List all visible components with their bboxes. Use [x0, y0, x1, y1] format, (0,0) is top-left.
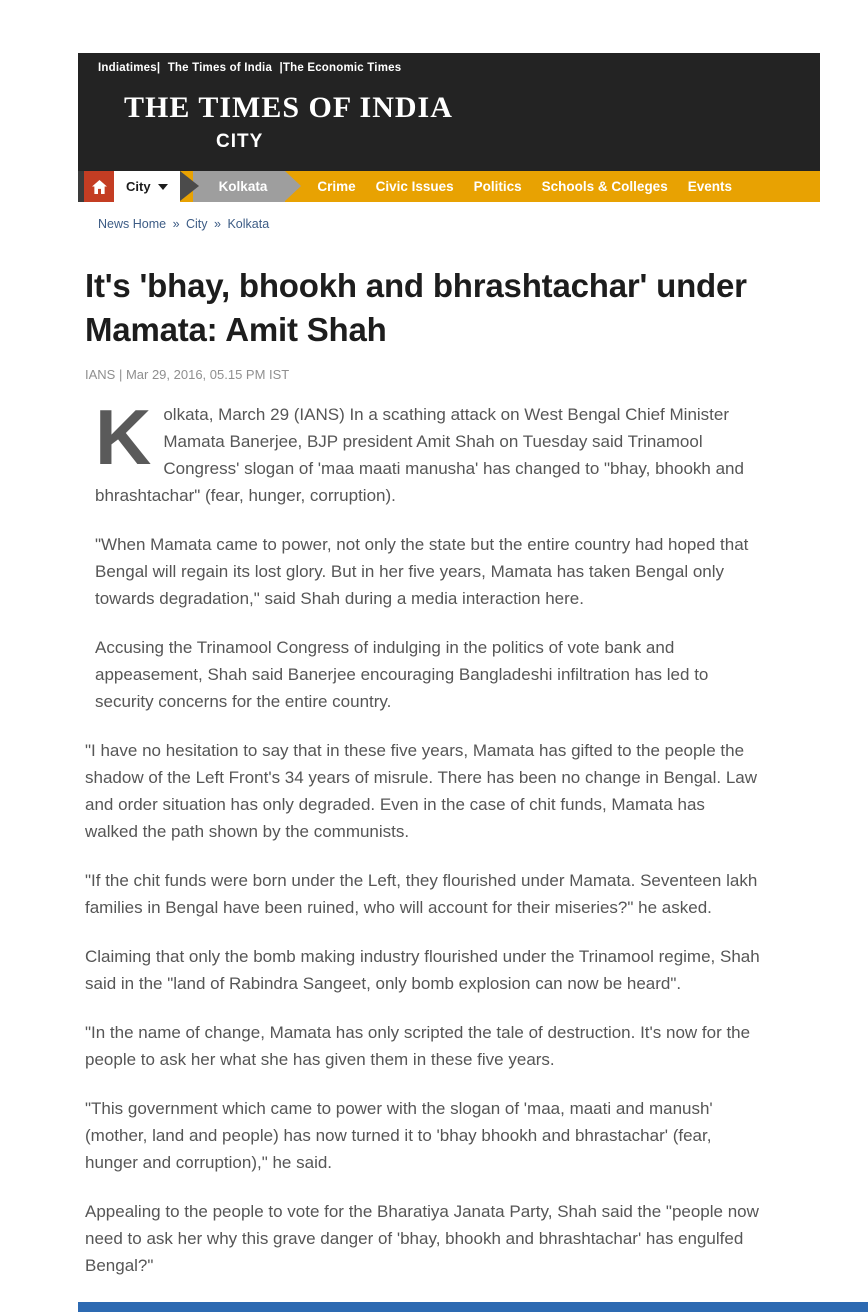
breadcrumb-separator: » [214, 217, 221, 231]
article-body [85, 392, 761, 1279]
link-economic-times[interactable]: |The Economic Times [279, 62, 402, 74]
paragraph: "When Mamata came to power, not only the state but the entire country had hoped that Bengal will regain its lost glory. But in her five years, Mamata has taken Bengal only towards degradation," said Shah during a media interaction here. [95, 534, 749, 608]
breadcrumb-news-home[interactable]: News Home [98, 217, 167, 231]
link-times-of-india[interactable]: The Times of India [167, 62, 273, 74]
paragraph: Claiming that only the bomb making industry flourished under the Trinamool regime, Shah said in the "land of Rabindra Sangeet, only bomb explosion can now be heard". [85, 946, 760, 993]
link-indiatimes[interactable]: Indiatimes| [98, 62, 161, 74]
nav-item-civic-issues[interactable]: Civic Issues [375, 179, 454, 194]
article-byline: IANS | Mar 29, 2016, 05.15 PM IST [85, 366, 290, 382]
paragraph: "I have no hesitation to say that in these five years, Mamata has gifted to the people the shadow of the Left Front's 34 years of misrule. There has been no change in Bengal. Law and order situation has only degraded. Even in the case of chit funds, Mamata has walked the path shown by the communists. [85, 740, 758, 841]
arrow-separator-icon [180, 171, 199, 201]
city-dropdown-label: City [126, 179, 151, 194]
nav-menu [317, 171, 732, 202]
breadcrumb-city[interactable]: City [186, 217, 208, 231]
breadcrumb [78, 202, 820, 231]
paragraph: Accusing the Trinamool Congress of indulging in the politics of vote bank and appeasement, Shah said Banerjee encouraging Bangladeshi infiltration has led to security concerns for the entire country. [95, 637, 709, 711]
breadcrumb-separator: » [172, 217, 180, 231]
home-icon [92, 180, 107, 194]
nav-item-schools-colleges[interactable]: Schools & Colleges [541, 179, 668, 194]
drop-cap: K [95, 392, 152, 481]
footer-bar [78, 1302, 868, 1312]
paragraph: Appealing to the people to vote for the Bharatiya Janata Party, Shah said the "people now need to ask her why this grave danger of 'bhay, bhookh and bhrashtachar' has engulfed Bengal?" [85, 1201, 759, 1275]
home-button[interactable] [84, 171, 114, 202]
network-links [98, 62, 820, 74]
article-synopsis [85, 392, 761, 715]
nav-item-crime[interactable]: Crime [317, 179, 356, 194]
toi-logo[interactable]: THE TIMES OF INDIA [124, 91, 453, 124]
nav-item-politics[interactable]: Politics [473, 179, 522, 194]
paragraph: "This government which came to power with the slogan of 'maa, maati and manush' (mother, land and people) has now turned it to 'bhay bhookh and bhrastachar' (fear, hunger and corruption)," he said. [85, 1098, 713, 1172]
tab-kolkata[interactable]: Kolkata [193, 171, 286, 202]
paragraph: "If the chit funds were born under the Left, they flourished under Mamata. Seventeen lakh families in Bengal have been ruined, who will account for their miseries?" he asked. [85, 870, 758, 917]
chevron-down-icon [158, 184, 168, 190]
tab-arrow-tip [285, 171, 301, 201]
masthead [78, 53, 820, 171]
content-column [78, 53, 820, 1301]
section-navbar [78, 171, 820, 202]
city-dropdown[interactable] [114, 171, 180, 202]
article-title: It's 'bhay, bhookh and bhrashtachar' under Mamata: Amit Shah [85, 267, 747, 348]
section-title-city: CITY [216, 131, 264, 152]
lead-paragraph [95, 392, 761, 509]
paragraph: "In the name of change, Mamata has only scripted the tale of destruction. It's now for the people to ask her what she has given them in these five years. [85, 1022, 751, 1069]
breadcrumb-kolkata[interactable]: Kolkata [227, 217, 270, 231]
lead-text: olkata, March 29 (IANS) In a scathing attack on West Bengal Chief Minister Mamata Banerjee, BJP president Amit Shah on Tuesday said Trinamool Congress' slogan of 'maa maati manusha' has changed to "bhay, bhookh and bhrashtachar" (fear, hunger, corruption). [95, 404, 744, 505]
article [85, 264, 761, 1279]
nav-item-events[interactable]: Events [687, 179, 732, 194]
